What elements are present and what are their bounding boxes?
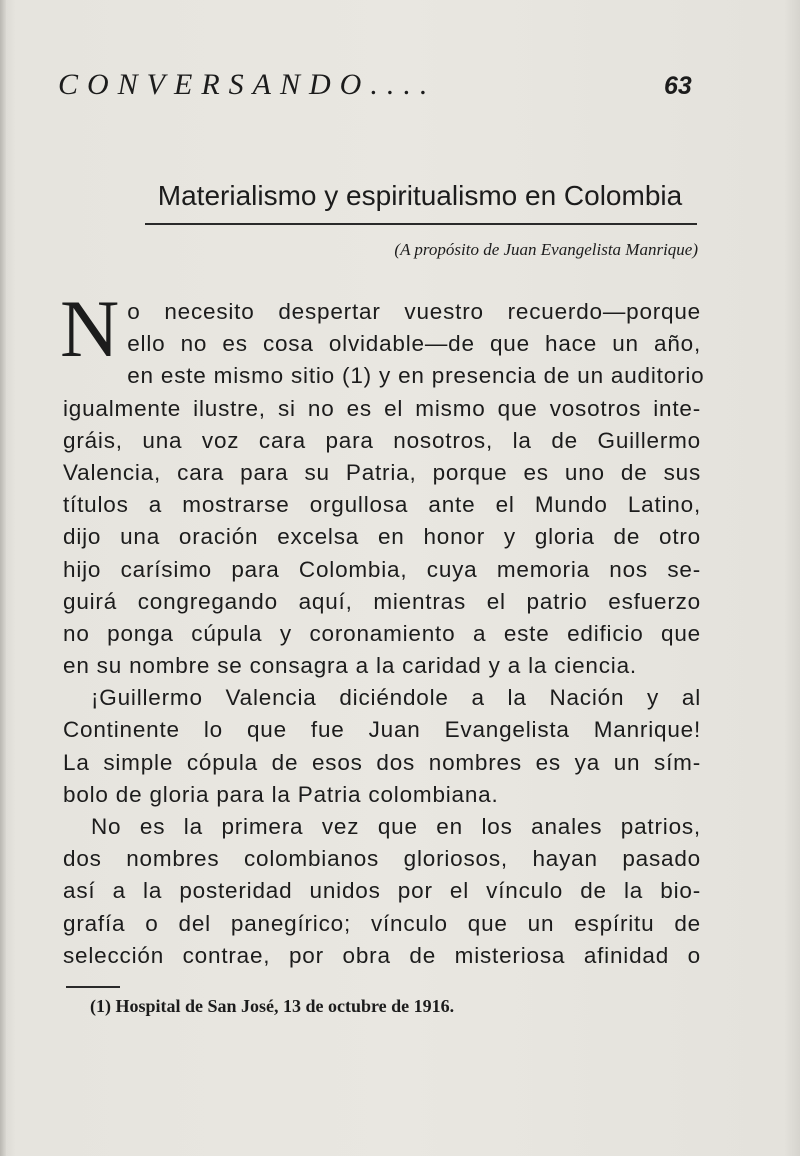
body-line: en este mismo sitio (1) y en presencia de un auditorio — [127, 363, 705, 389]
body-line: Continente lo que fue Juan Evangelista Manrique! — [63, 717, 701, 743]
running-title: CONVERSANDO.... — [58, 68, 437, 101]
article-title: Materialismo y espiritualismo en Colombia — [157, 180, 683, 211]
page-edge — [0, 0, 6, 1156]
body-line: No es la primera vez que en los anales patrios, — [91, 814, 701, 839]
article-body — [60, 283, 705, 972]
body-line: igualmente ilustre, si no es el mismo que vosotros inte- — [63, 395, 701, 421]
body-line: guirá congregando aquí, mientras el patrio esfuerzo — [63, 588, 701, 614]
body-line: dos nombres colombianos gloriosos, hayan pasado — [63, 846, 701, 872]
body-line: grafía o del panegírico; vínculo que un espíritu de — [63, 910, 701, 936]
body-line: ello no es cosa olvidable—de que hace un año, — [127, 331, 701, 357]
footnote: (1) Hospital de San José, 13 de octubre de 1916. — [90, 996, 455, 1016]
page-number: 63 — [664, 72, 692, 100]
body-line: dijo una oración excelsa en honor y gloria de otro — [63, 524, 701, 550]
body-line: no ponga cúpula y coronamiento a este edificio que — [63, 620, 701, 646]
body-line: así a la posteridad unidos por el vínculo de la bio- — [63, 878, 701, 904]
body-line: gráis, una voz cara para nosotros, la de Guillermo — [63, 427, 701, 453]
body-line: en su nombre se consagra a la caridad y a la ciencia. — [63, 653, 637, 679]
body-line: bolo de gloria para la Patria colombiana. — [63, 781, 499, 807]
body-line: ¡Guillermo Valencia diciéndole a la Nación y al — [91, 685, 701, 711]
title-underline — [145, 223, 697, 225]
body-line: títulos a mostrarse orgullosa ante el Mundo Latino, — [63, 492, 701, 518]
article-subtitle: (A propósito de Juan Evangelista Manrique) — [394, 240, 698, 259]
footnote-rule — [66, 986, 120, 988]
body-line: Valencia, cara para su Patria, porque es uno de sus — [63, 459, 701, 485]
drop-cap: N — [60, 283, 120, 374]
body-line: hijo carísimo para Colombia, cuya memoria nos se- — [63, 556, 701, 582]
body-line: o necesito despertar vuestro recuerdo—porque — [127, 299, 701, 324]
body-line: selección contrae, por obra de misteriosa afinidad o — [63, 942, 701, 968]
body-line: La simple cópula de esos dos nombres es ya un sím- — [63, 749, 701, 775]
